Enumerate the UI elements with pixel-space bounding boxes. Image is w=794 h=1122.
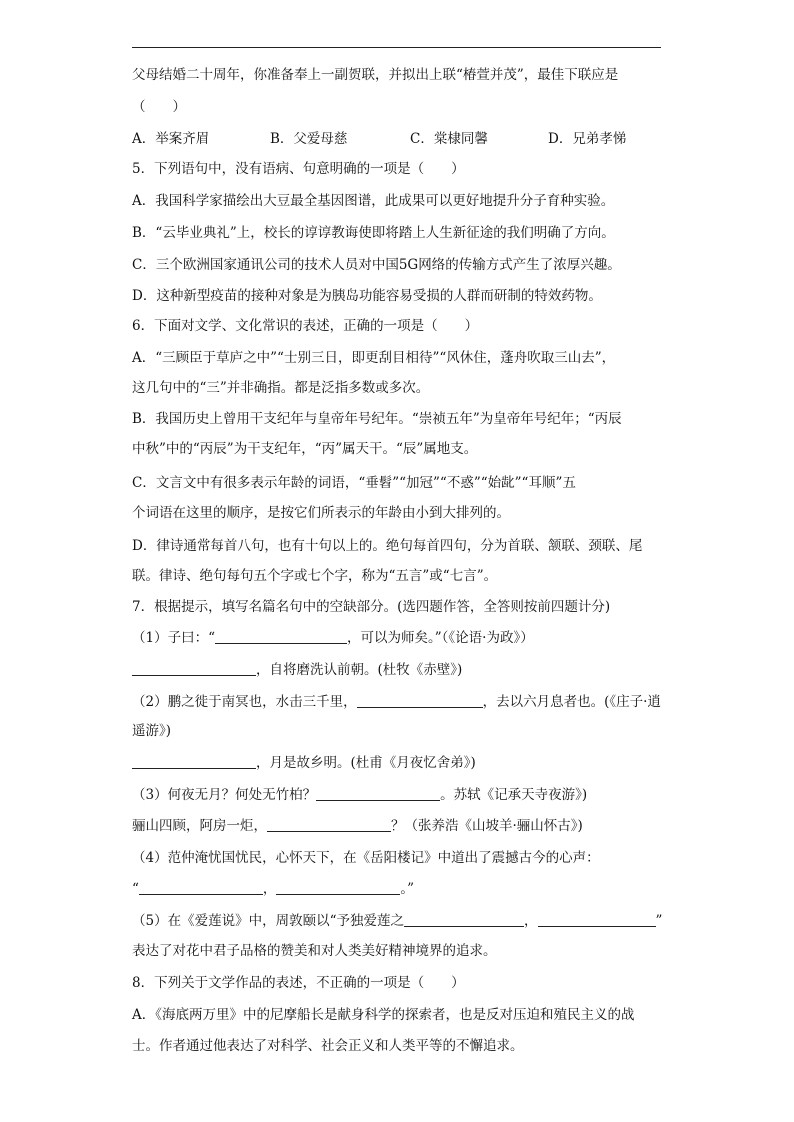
q7-item1-line2-text: ，自将磨洗认前朝。(杜牧《赤壁》) (256, 662, 463, 678)
q7-item2-prefix: （2）鹏之徙于南冥也，水击三千里， (132, 694, 357, 710)
q5-option-b: B．“云毕业典礼”上，校长的谆谆教诲使即将踏上人生新征途的我们明确了方向。 (132, 225, 615, 241)
q6-option-a-line1: A．“三顾臣于草庐之中”“士别三日，即更刮目相待”“风休住，蓬舟吹取三山去”， (132, 350, 616, 366)
q7-item4-close-quote: 。” (400, 881, 415, 897)
q7-item2-suffix: ，去以六月息者也。(《庄子·逍 (482, 694, 661, 710)
q7-item1-suffix: ，可以为师矣。”（《论语·为政》） (347, 630, 534, 646)
q7-item2-blank-1[interactable] (357, 693, 483, 708)
q7-item5-line1 (132, 911, 672, 931)
q4-answer-bracket: （ ） (132, 99, 186, 115)
q7-item5-blank-1[interactable] (404, 912, 524, 927)
q8-stem: 8．下列关于文学作品的表述，不正确的一项是（ ） (132, 975, 465, 991)
q7-item5-comma: ， (524, 913, 538, 929)
q6-option-c-line2: 个词语在这里的顺序，是按它们所表示的年龄由小到大排列的。 (132, 505, 510, 521)
q7-item1-line1 (132, 628, 672, 648)
q4-option-c: C．棠棣同馨 (410, 131, 488, 147)
q7-item1-blank-2[interactable] (132, 661, 256, 676)
q5-option-d: D．这种新型疫苗的接种对象是为胰岛功能容易受损的人群而研制的特效药物。 (132, 288, 602, 304)
q7-item4-open-quote: “ (132, 881, 139, 897)
q8-option-a-line2: 士。作者通过他表达了对科学、社会正义和人类平等的不懈追求。 (132, 1038, 524, 1054)
q7-item2-line3 (132, 753, 672, 773)
q7-item3-line1 (132, 785, 672, 805)
q7-stem: 7．根据提示，填写名篇名句中的空缺部分。(选四题作答，全答则按前四题计分) (132, 599, 611, 615)
q6-option-d-line1: D．律诗通常每首八句，也有十句以上的。绝句每首四句，分为首联、颔联、颈联、尾 (132, 538, 643, 554)
q8-option-a-line1: A．《海底两万里》中的尼摩船长是献身科学的探索者，也是反对压迫和殖民主义的战 (132, 1007, 635, 1023)
q7-item3-blank-2[interactable] (267, 817, 391, 832)
q7-item3-line2-prefix: 骊山四顾，阿房一炬， (132, 818, 267, 834)
top-rule (132, 47, 661, 48)
q4-option-b: B．父爱母慈 (270, 131, 348, 147)
q6-option-d-line2: 联。律诗、绝句每句五个字或七个字，称为“五言”或“七言”。 (132, 568, 498, 584)
q7-item1-line2 (132, 660, 672, 680)
q7-item4-blank-1[interactable] (139, 880, 263, 895)
q7-item2-line3-text: ，月是故乡明。(杜甫《月夜忆舍弟》) (256, 755, 476, 771)
q7-item3-prefix: （3）何夜无月？何处无竹柏？ (132, 787, 317, 803)
q6-option-b-line1: B．我国历史上曾用干支纪年与皇帝年号纪年。“崇祯五年”为皇帝年号纪年；“丙辰 (132, 411, 622, 427)
q7-item2-line2: 遥游》) (132, 723, 172, 739)
q4-option-d: D．兄弟孝悌 (548, 131, 627, 147)
q6-stem: 6．下面对文学、文化常识的表述，正确的一项是（ ） (132, 318, 479, 334)
q7-item5-line2: 表达了对花中君子品格的赞美和对人类美好精神境界的追求。 (132, 943, 497, 959)
q7-item4-line2 (132, 879, 672, 899)
q7-item2-line1 (132, 692, 672, 712)
q7-item2-blank-2[interactable] (132, 754, 256, 769)
q7-item4-blank-2[interactable] (276, 880, 400, 895)
q7-item3-suffix: 。苏轼《记承天寺夜游》) (440, 787, 588, 803)
q7-item4-line1: （4）范仲淹忧国忧民，心怀天下，在《岳阳楼记》中道出了震撼古今的心声： (132, 850, 600, 866)
q7-item3-line2 (132, 816, 672, 836)
q7-item1-blank-1[interactable] (215, 629, 347, 644)
q5-stem: 5．下列语句中，没有语病、句意明确的一项是（ ） (132, 161, 465, 177)
q7-item3-blank-1[interactable] (316, 786, 440, 801)
q6-option-c-line1: C．文言文中有很多表示年龄的词语，“垂髫”“加冠”“不惑”“始龀”“耳顺”五 (132, 475, 576, 491)
q5-option-c: C．三个欧洲国家通讯公司的技术人员对中国5G网络的传输方式产生了浓厚兴趣。 (132, 257, 621, 273)
q7-item5-close-quote: ” (655, 913, 663, 929)
q4-line: 父母结婚二十周年，你准备奉上一副贺联，并拟出上联“椿萱并茂”，最佳下联应是 (132, 67, 619, 83)
q7-item3-line2-suffix: ？（张养浩《山坡羊·骊山怀古》) (391, 818, 583, 834)
q6-option-b-line2: 中秋”中的“丙辰”为干支纪年，“丙”属天干。“辰”属地支。 (132, 441, 478, 457)
q7-item4-comma: ， (262, 881, 277, 897)
q5-option-a: A．我国科学家描绘出大豆最全基因图谱，此成果可以更好地提升分子育种实验。 (132, 193, 615, 209)
q7-item1-prefix: （1）子曰：“ (132, 630, 215, 646)
q6-option-a-line2: 这几句中的“三”并非确指。都是泛指多数或多次。 (132, 380, 430, 396)
q7-item5-blank-2[interactable] (538, 912, 656, 927)
q4-option-a: A．举案齐眉 (132, 131, 210, 147)
q7-item5-prefix: （5）在《爱莲说》中，周敦颐以“予独爱莲之 (132, 913, 404, 929)
